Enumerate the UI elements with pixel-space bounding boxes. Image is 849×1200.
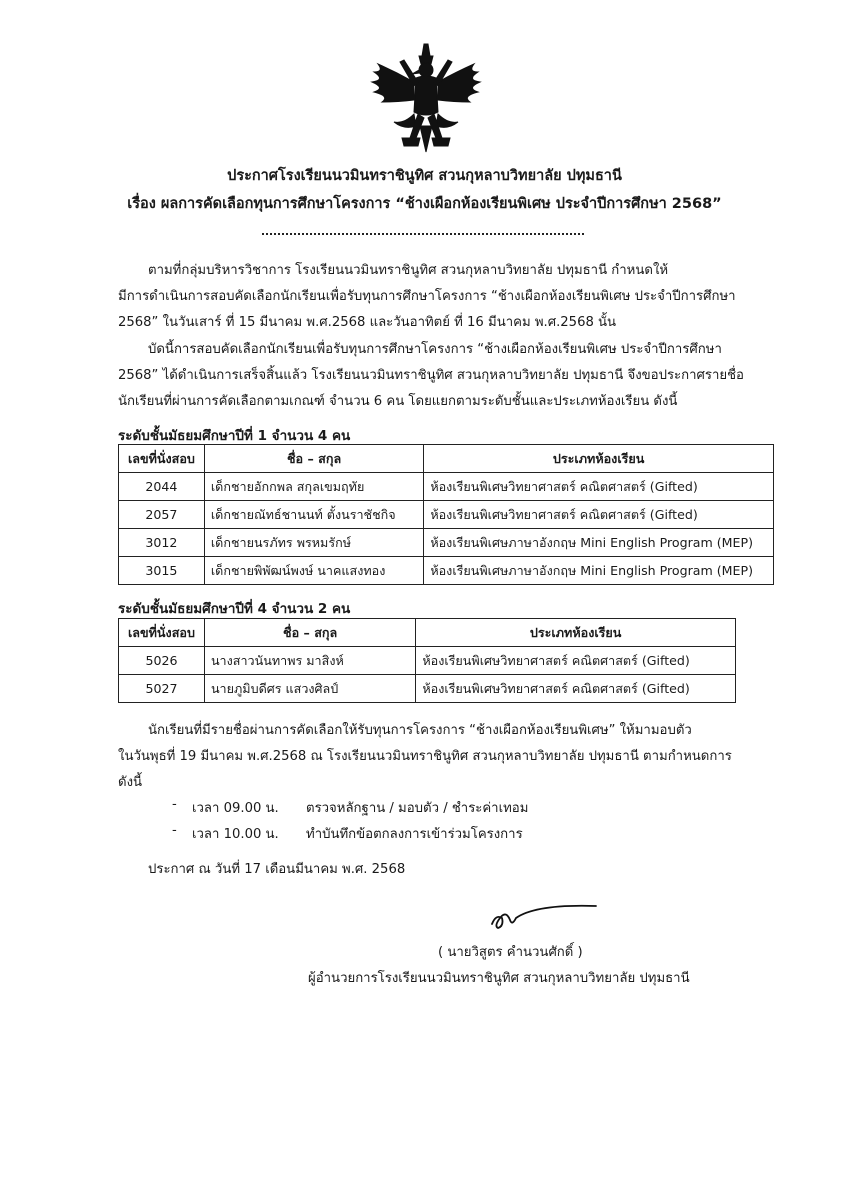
table-row <box>119 647 736 675</box>
signatory-name: ( นายวิสูตร คำนวนศักดิ์ ) <box>438 945 583 960</box>
schedule-activity: ตรวจหลักฐาน / มอบตัว / ชำระค่าเทอม <box>306 801 529 816</box>
table-header-row <box>119 445 774 473</box>
name-cell: เด็กชายนรภัทร พรหมรักษ์ <box>204 529 423 557</box>
result-line: บัดนี้การสอบคัดเลือกนักเรียนเพื่อรับทุนการศึกษาโครงการ “ช้างเผือกห้องเรียนพิเศษ ประจำปีการศึกษา <box>148 342 722 357</box>
report-paragraph <box>118 718 778 796</box>
type-cell: ห้องเรียนพิเศษภาษาอังกฤษ Mini English Program (MEP) <box>424 557 774 585</box>
seat-column-header: เลขที่นั่งสอบ <box>119 619 205 647</box>
type-cell: ห้องเรียนพิเศษวิทยาศาสตร์ คณิตศาสตร์ (Gifted) <box>416 675 736 703</box>
grade1-heading: ระดับชั้นมัธยมศึกษาปีที่ 1 จำนวน 4 คน <box>118 428 351 444</box>
grade4-table <box>118 618 736 703</box>
name-cell: นางสาวนันทาพร มาสิงห์ <box>204 647 415 675</box>
dotted-divider <box>262 233 584 235</box>
schedule-time: เวลา 10.00 น. <box>192 827 279 842</box>
seat-cell: 2057 <box>119 501 205 529</box>
announcement-subject: เรื่อง ผลการคัดเลือกทุนการศึกษาโครงการ “ช้างเผือกห้องเรียนพิเศษ ประจำปีการศึกษา 2568” <box>127 196 722 212</box>
seat-cell: 3015 <box>119 557 205 585</box>
seat-column-header: เลขที่นั่งสอบ <box>119 445 205 473</box>
announce-date: ประกาศ ณ วันที่ 17 เดือนมีนาคม พ.ศ. 2568 <box>148 862 406 877</box>
report-line: ดังนี้ <box>118 775 143 790</box>
type-column-header: ประเภทห้องเรียน <box>424 445 774 473</box>
type-column-header: ประเภทห้องเรียน <box>416 619 736 647</box>
table-row <box>119 675 736 703</box>
name-cell: เด็กชายพิพัฒน์พงษ์ นาคแสงทอง <box>204 557 423 585</box>
intro-line: มีการดำเนินการสอบคัดเลือกนักเรียนเพื่อรับทุนการศึกษาโครงการ “ช้างเผือกห้องเรียนพิเศษ ประจำปีการศึกษา <box>118 289 736 304</box>
result-line: 2568” ได้ดำเนินการเสร็จสิ้นแล้ว โรงเรียนนวมินทราชินูทิศ สวนกุหลาบวิทยาลัย ปทุมธานี จึงขอประกาศรายชื่อ <box>118 368 744 383</box>
signatory-position: ผู้อำนวยการโรงเรียนนวมินทราชินูทิศ สวนกุหลาบวิทยาลัย ปทุมธานี <box>308 971 690 986</box>
name-column-header: ชื่อ – สกุล <box>204 619 415 647</box>
name-cell: นายภูมิบดีศร แสวงศิลป์ <box>204 675 415 703</box>
name-column-header: ชื่อ – สกุล <box>204 445 423 473</box>
grade1-table <box>118 444 774 585</box>
schedule-time: เวลา 09.00 น. <box>192 801 279 816</box>
intro-paragraph <box>118 258 778 336</box>
type-cell: ห้องเรียนพิเศษวิทยาศาสตร์ คณิตศาสตร์ (Gifted) <box>416 647 736 675</box>
intro-line: 2568” ในวันเสาร์ ที่ 15 มีนาคม พ.ศ.2568 และวันอาทิตย์ ที่ 16 มีนาคม พ.ศ.2568 นั้น <box>118 315 617 330</box>
name-cell: เด็กชายณัทธ์ชานนท์ ตั้งนราชัชกิจ <box>204 501 423 529</box>
signature-icon <box>486 896 606 936</box>
name-cell: เด็กชายอักกพล สกุลเขมฤทัย <box>204 473 423 501</box>
report-line: ในวันพุธที่ 19 มีนาคม พ.ศ.2568 ณ โรงเรียนนวมินทราชินูทิศ สวนกุหลาบวิทยาลัย ปทุมธานี ตามกำหนดการ <box>118 749 732 764</box>
type-cell: ห้องเรียนพิเศษภาษาอังกฤษ Mini English Program (MEP) <box>424 529 774 557</box>
schedule-activity: ทำบันทึกข้อตกลงการเข้าร่วมโครงการ <box>306 827 523 842</box>
result-paragraph <box>118 337 778 415</box>
seat-cell: 2044 <box>119 473 205 501</box>
seat-cell: 5026 <box>119 647 205 675</box>
table-row <box>119 557 774 585</box>
announcement-title: ประกาศโรงเรียนนวมินทราชินูทิศ สวนกุหลาบวิทยาลัย ปทุมธานี <box>227 168 622 184</box>
seat-cell: 5027 <box>119 675 205 703</box>
type-cell: ห้องเรียนพิเศษวิทยาศาสตร์ คณิตศาสตร์ (Gifted) <box>424 473 774 501</box>
table-row <box>119 529 774 557</box>
garuda-emblem-icon <box>364 42 488 154</box>
type-cell: ห้องเรียนพิเศษวิทยาศาสตร์ คณิตศาสตร์ (Gifted) <box>424 501 774 529</box>
table-row <box>119 501 774 529</box>
report-line: นักเรียนที่มีรายชื่อผ่านการคัดเลือกให้รับทุนการโครงการ “ช้างเผือกห้องเรียนพิเศษ” ให้มามอบตัว <box>148 723 692 738</box>
grade4-heading: ระดับชั้นมัธยมศึกษาปีที่ 4 จำนวน 2 คน <box>118 601 351 617</box>
result-line: นักเรียนที่ผ่านการคัดเลือกตามเกณฑ์ จำนวน 6 คน โดยแยกตามระดับชั้นและประเภทห้องเรียน ดังนี้ <box>118 394 678 409</box>
schedule-bullet: - <box>172 823 177 838</box>
schedule-bullet: - <box>172 797 177 812</box>
seat-cell: 3012 <box>119 529 205 557</box>
intro-line: ตามที่กลุ่มบริหารวิชาการ โรงเรียนนวมินทราชินูทิศ สวนกุหลาบวิทยาลัย ปทุมธานี กำหนดให้ <box>148 263 669 278</box>
table-header-row <box>119 619 736 647</box>
table-row <box>119 473 774 501</box>
